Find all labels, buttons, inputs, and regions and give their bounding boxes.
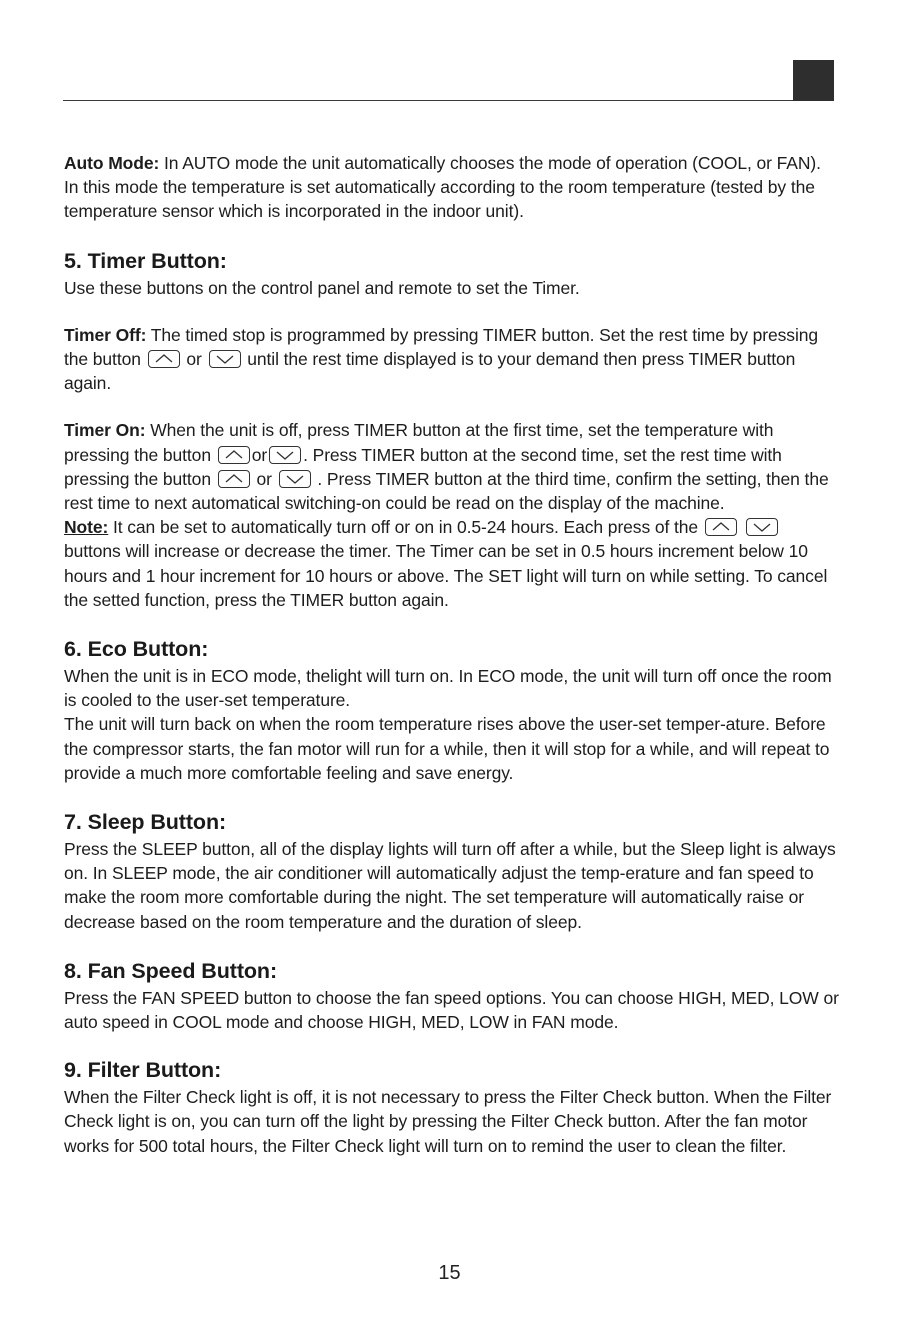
eco-heading: 6. Eco Button: xyxy=(64,637,209,662)
eco-paragraph-2: The unit will turn back on when the room temperature rises above the user-set temper-ature. Before the compressor starts, the fan motor will run for a while, then it will stop for a while, and will repeat to provide a much more comfortable feeling and save energy. xyxy=(64,714,830,783)
filter-heading: 9. Filter Button: xyxy=(64,1058,222,1083)
timer-off-paragraph: Timer Off: The timed stop is programmed by pressing TIMER button. Set the rest time by pressing the button or until the rest time displayed is to your demand then press TIMER button again. xyxy=(64,324,819,394)
timer-note-paragraph: Note: It can be set to automatically turn off or on in 0.5-24 hours. Each press of the buttons will increase or decrease the timer. The Timer can be set in 0.5 hours increment below 10 hours and 1 hour increment for 10 hours or above. The SET light will turn on while setting. To cancel the setted function, press the TIMER button again. xyxy=(64,517,828,610)
down-arrow-icon xyxy=(209,350,241,368)
timer-off-lead: Timer Off: xyxy=(64,324,147,345)
up-arrow-icon xyxy=(218,446,250,464)
down-arrow-icon xyxy=(269,446,301,464)
sleep-paragraph: Press the SLEEP button, all of the display lights will turn off after a while, but the Sleep light is always on. In SLEEP mode, the air conditioner will automatically adjust the temp-erature and fan speed to make the room more comfortable during the night. The set temperature will automatically raise or decrease based on the room temperature and the duration of sleep. xyxy=(64,839,836,932)
timer-on-paragraph: Timer On: When the unit is off, press TIMER button at the first time, set the temperature with pressing the button or . Press TIMER button at the second time, set the rest time with pressing the button or . Press TIMER button at the third time, confirm the setting, then the rest time to next automatical switching-on could be read on the display of the machine. xyxy=(64,420,829,514)
fan-speed-paragraph: Press the FAN SPEED button to choose the fan speed options. You can choose HIGH, MED, LOW or auto speed in COOL mode and choose HIGH, MED, LOW in FAN mode. xyxy=(64,987,839,1033)
header-tab-marker xyxy=(793,60,834,101)
down-arrow-icon xyxy=(279,470,311,488)
page-number: 15 xyxy=(438,1262,461,1284)
timer-on-lead: Timer On: xyxy=(64,420,146,441)
fan-speed-heading: 8. Fan Speed Button: xyxy=(64,958,278,983)
up-arrow-icon xyxy=(148,350,180,368)
filter-paragraph: When the Filter Check light is off, it is not necessary to press the Filter Check button. When the Filter Check light is on, you can turn off the light by pressing the Filter Check button. After the fan motor works for 500 total hours, the Filter Check light will turn on to remind the user to clean the filter. xyxy=(64,1087,832,1156)
auto-mode-lead: Auto Mode: xyxy=(64,153,160,173)
header-rule xyxy=(63,100,834,101)
sleep-heading: 7. Sleep Button: xyxy=(64,810,227,835)
timer-intro: Use these buttons on the control panel and remote to set the Timer. xyxy=(64,277,580,298)
up-arrow-icon xyxy=(218,470,250,488)
down-arrow-icon xyxy=(746,518,778,536)
timer-heading: 5. Timer Button: xyxy=(64,248,227,273)
eco-paragraph-1: When the unit is in ECO mode, thelight will turn on. In ECO mode, the unit will turn off once the room is cooled to the user-set temperature. xyxy=(64,666,832,711)
auto-mode-text: In AUTO mode the unit automatically chooses the mode of operation (COOL, or FAN). In this mode the temperature is set automatically according to the room temperature (tested by the temperature sensor which is incorporated in the indoor unit). xyxy=(64,153,821,222)
auto-mode-paragraph xyxy=(64,151,839,224)
note-lead: Note: xyxy=(64,517,109,538)
up-arrow-icon xyxy=(705,518,737,536)
page-content xyxy=(64,151,839,1158)
